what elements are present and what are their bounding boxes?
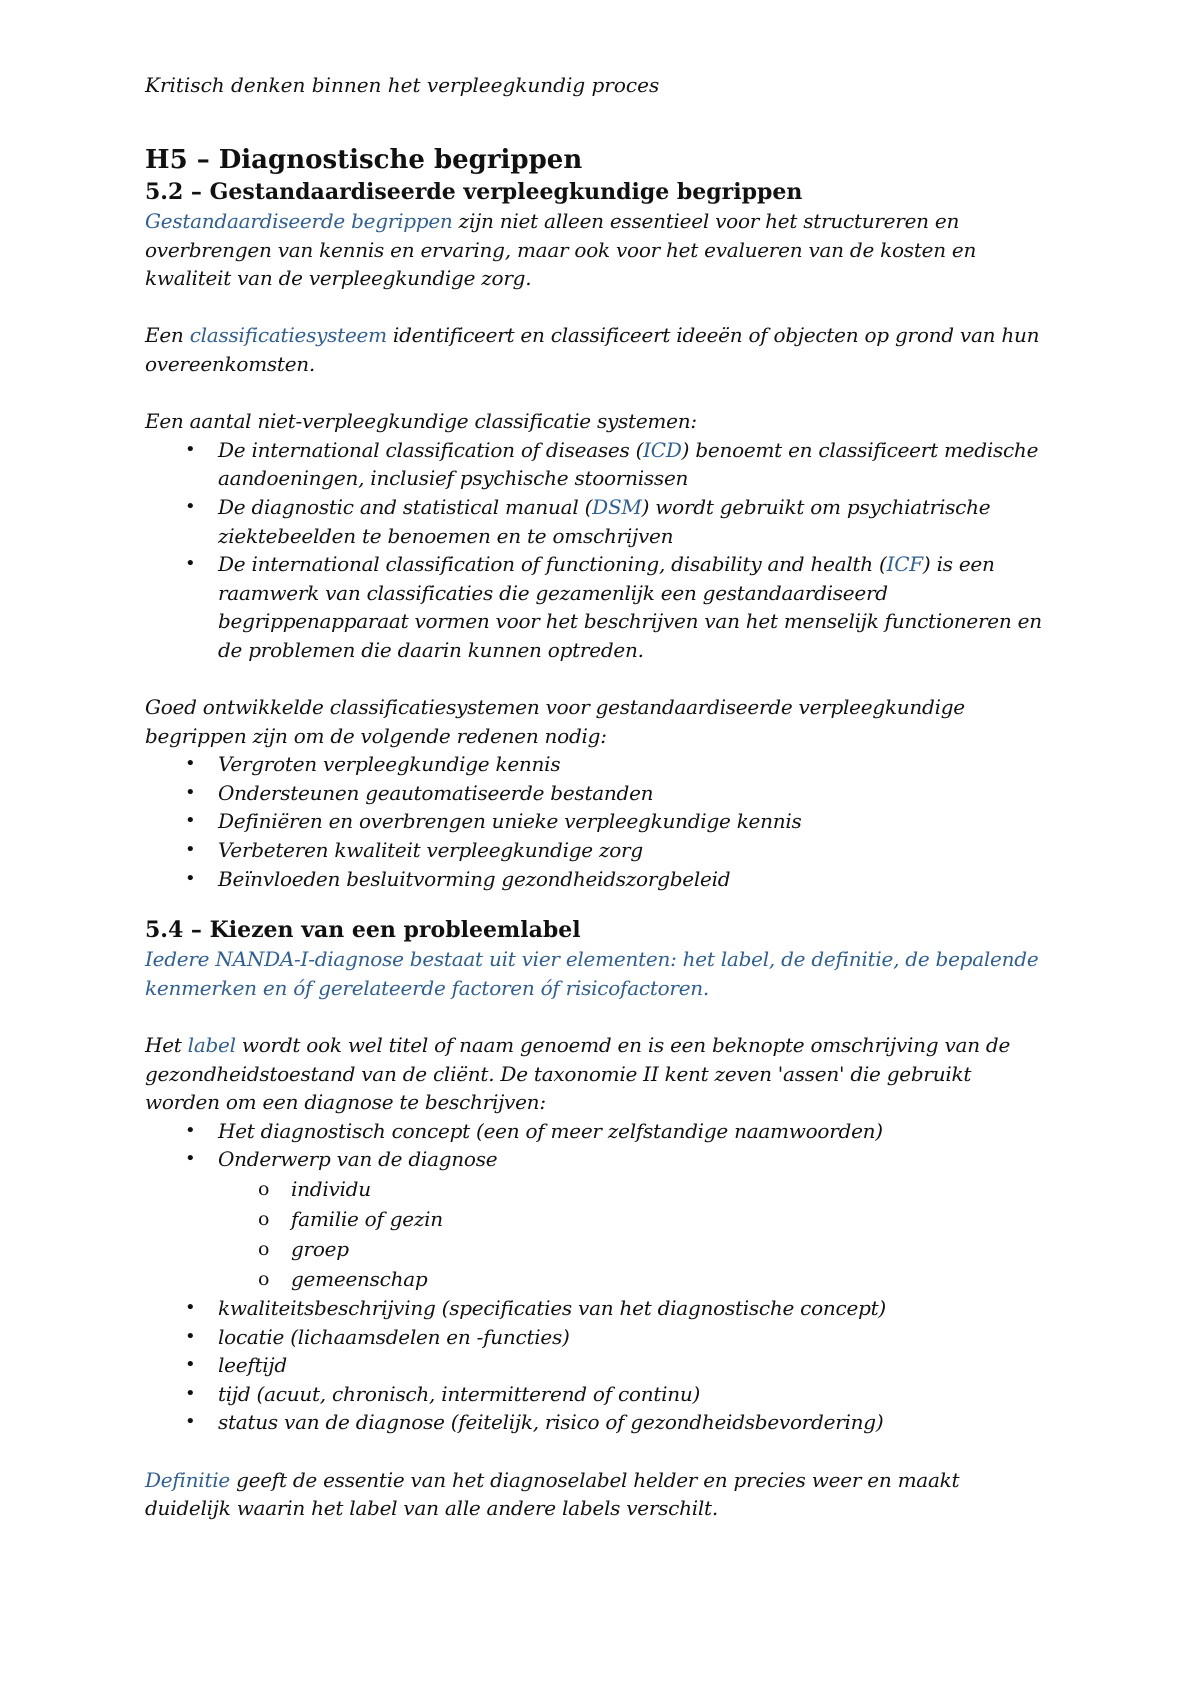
- non-nursing-list: [145, 436, 1050, 665]
- list-item: • Onderwerp van de diagnose o individu o familie of gezin o groep o gemeenschap: [145, 1145, 1050, 1294]
- list-item: • De international classification of diseases (ICD) benoemt en classificeert medische aandoeningen, inclusief psychische stoornissen: [185, 437, 1039, 491]
- bullet-icon: •: [185, 867, 196, 889]
- list-item: • leeftijd: [145, 1351, 1050, 1380]
- list-item: • Vergroten verpleegkundige kennis: [145, 750, 1050, 779]
- sub-list-item: o gemeenschap: [218, 1264, 1050, 1294]
- term-icd: ICD: [643, 437, 682, 462]
- bullet-icon: •: [185, 753, 196, 775]
- non-nursing-intro: Een aantal niet-verpleegkundige classificatie systemen:: [145, 409, 697, 434]
- bullet-icon: •: [185, 1297, 196, 1318]
- circle-bullet-icon: o: [258, 1238, 270, 1260]
- list-item: • kwaliteitsbeschrijving (specificaties van het diagnostische concept): [145, 1294, 1050, 1323]
- bullet-icon: •: [185, 781, 196, 803]
- bullet-icon: •: [185, 438, 196, 460]
- bullet-icon: •: [185, 1325, 196, 1347]
- reasons-list: [145, 750, 1050, 893]
- bullet-icon: •: [185, 810, 196, 832]
- bullet-icon: •: [185, 1382, 196, 1404]
- section-5-2-title: 5.2 – Gestandaardiseerde verpleegkundige begrippen: [145, 179, 803, 205]
- list-item: • Beïnvloeden besluitvorming gezondheidszorgbeleid: [145, 865, 1050, 894]
- nanda-paragraph: Iedere NANDA-I-diagnose bestaat uit vier elementen: het label, de definitie, de bepalende kenmerken en óf gerelateerde factoren óf risicofactoren.: [145, 947, 1039, 1000]
- bullet-icon: •: [185, 1119, 196, 1141]
- reasons-intro: Goed ontwikkelde classificatiesystemen voor gestandaardiseerde verpleegkundige begrippen zijn om de volgende redenen nodig:: [145, 695, 965, 748]
- standardized-terms-paragraph: Gestandaardiseerde begrippen zijn niet alleen essentieel voor het structureren en overbrengen van kennis en ervaring, maar ook voor het evalueren van de kosten en kwaliteit van de verpleegkundige zorg.: [145, 209, 977, 291]
- term-standardized: Gestandaardiseerde begrippen: [145, 209, 453, 233]
- list-item: • status van de diagnose (feitelijk, risico of gezondheidsbevordering): [145, 1408, 1050, 1437]
- axes-list: [145, 1117, 1050, 1437]
- list-item: • De international classification of functioning, disability and health (ICF) is een raamwerk van classificaties die gezamenlijk een gestandaardiseerd begrippenapparaat vormen voor het beschrijven van het menselijk functioneren en de problemen die daarin kunnen optreden.: [185, 552, 1042, 662]
- term-label: label: [187, 1033, 236, 1058]
- classification-system-paragraph: Een classificatiesysteem identificeert en classificeert ideeën of objecten op grond van hun overeenkomsten.: [145, 323, 1040, 376]
- term-icf: ICF: [886, 552, 923, 577]
- bullet-icon: •: [185, 495, 196, 517]
- list-item: • Ondersteunen geautomatiseerde bestanden: [145, 779, 1050, 808]
- term-dsm: DSM: [592, 494, 642, 519]
- subject-sublist: [218, 1174, 1050, 1294]
- list-item: • Het diagnostisch concept (een of meer zelfstandige naamwoorden): [145, 1117, 1050, 1146]
- section-5-4-title: 5.4 – Kiezen van een probleemlabel: [145, 917, 581, 944]
- sub-list-item: o individu: [218, 1174, 1050, 1204]
- sub-list-item: o familie of gezin: [218, 1204, 1050, 1234]
- label-paragraph: Het label wordt ook wel titel of naam genoemd en is een beknopte omschrijving van de gezondheidstoestand van de cliënt. De taxonomie II kent zeven 'assen' die gebruikt worden om een diagnose te beschrijven:: [145, 1033, 1011, 1115]
- bullet-icon: •: [185, 553, 196, 575]
- chapter-title: H5 – Diagnostische begrippen: [145, 145, 583, 175]
- term-classification-system: classificatiesysteem: [189, 323, 387, 348]
- term-definition: Definitie: [145, 1467, 230, 1492]
- bullet-icon: •: [185, 839, 196, 861]
- list-item: • tijd (acuut, chronisch, intermitterend of continu): [145, 1380, 1050, 1409]
- bullet-icon: •: [185, 1354, 196, 1376]
- list-item: • Verbeteren kwaliteit verpleegkundige zorg: [145, 836, 1050, 865]
- sub-list-item: o groep: [218, 1234, 1050, 1264]
- bullet-icon: •: [185, 1411, 196, 1433]
- list-item: • De diagnostic and statistical manual (DSM) wordt gebruikt om psychiatrische ziektebeelden te benoemen en te omschrijven: [185, 494, 991, 548]
- definition-paragraph: Definitie geeft de essentie van het diagnoselabel helder en precies weer en maakt duidelijk waarin het label van alle andere labels verschilt.: [145, 1467, 960, 1521]
- circle-bullet-icon: o: [258, 1208, 270, 1230]
- running-header: Kritisch denken binnen het verpleegkundig proces: [145, 73, 660, 97]
- list-item: • locatie (lichaamsdelen en -functies): [145, 1323, 1050, 1352]
- list-item: • Definiëren en overbrengen unieke verpleegkundige kennis: [145, 807, 1050, 836]
- bullet-icon: •: [185, 1148, 196, 1170]
- circle-bullet-icon: o: [258, 1178, 270, 1200]
- circle-bullet-icon: o: [258, 1268, 270, 1290]
